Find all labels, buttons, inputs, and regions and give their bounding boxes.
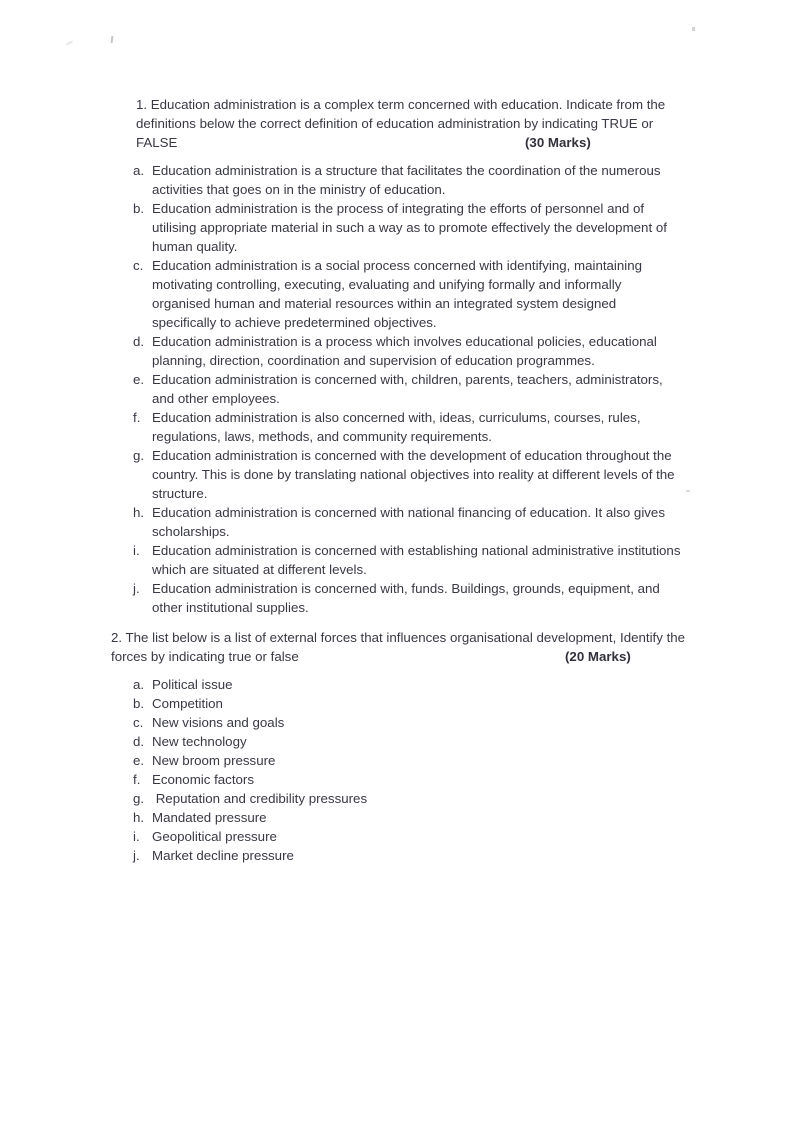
item-text: New broom pressure (152, 753, 276, 768)
item-text: Political issue (152, 677, 233, 692)
item-text: Education administration is concerned with establishing national administrative institutions which are situated at different levels. (152, 543, 685, 577)
item-letter: b. (133, 201, 145, 216)
item-text: Education administration is the process of integrating the efforts of personnel and of utilising appropriate material in such a way as to promote effectively the development of human quality. (152, 201, 671, 254)
item-text: Competition (152, 696, 223, 711)
list-item (133, 256, 683, 332)
item-text: Education administration is concerned with, funds. Buildings, grounds, equipment, and other institutional supplies. (152, 581, 664, 615)
item-letter: d. (133, 734, 145, 749)
item-letter: a. (133, 677, 145, 692)
item-text: Education administration is a structure that facilitates the coordination of the numerous activities that goes on in the ministry of education. (152, 163, 665, 197)
item-letter: c. (133, 715, 144, 730)
item-letter: j. (133, 581, 140, 596)
list-item (133, 713, 683, 732)
item-letter: g. (133, 448, 145, 463)
list-item (133, 808, 683, 827)
item-letter: i. (133, 543, 140, 558)
item-letter: h. (133, 505, 145, 520)
list-item (133, 732, 683, 751)
list-item (133, 789, 683, 808)
item-letter: e. (133, 372, 145, 387)
question-1-intro-text: 1. Education administration is a complex term concerned with education. Indicate from the definitions below the correct definition of education administration by indicating TRUE or FALSE (136, 97, 666, 150)
item-letter: h. (133, 810, 145, 825)
item-text: Reputation and credibility pressures (152, 791, 368, 806)
item-text: Geopolitical pressure (152, 829, 277, 844)
question-2-intro-text: 2. The list below is a list of external forces that influences organisational development, Identify the forces by indicating true or false (111, 630, 686, 664)
item-text: Economic factors (152, 772, 254, 787)
item-text: New visions and goals (152, 715, 285, 730)
question-1-marks: (30 Marks) (525, 135, 591, 150)
scan-speck (692, 27, 695, 31)
list-item (133, 694, 683, 713)
list-item (133, 579, 683, 617)
scan-speck (111, 36, 114, 43)
list-item (133, 751, 683, 770)
item-text: Education administration is also concerned with, ideas, curriculums, courses, rules, regulations, laws, methods, and community requirements. (152, 410, 645, 444)
question-1-list (133, 161, 683, 617)
item-letter: b. (133, 696, 145, 711)
item-letter: j. (133, 848, 140, 863)
item-text: Education administration is concerned with the development of education throughout the country. This is done by translating national objectives into reality at different levels of the structure. (152, 448, 679, 501)
item-letter: e. (133, 753, 145, 768)
list-item (133, 846, 683, 865)
list-item (133, 161, 683, 199)
item-text: Education administration is a process which involves educational policies, educational planning, direction, coordination and supervision of education programmes. (152, 334, 661, 368)
list-item (133, 199, 683, 256)
list-item (133, 503, 683, 541)
list-item (133, 332, 683, 370)
item-text: New technology (152, 734, 247, 749)
question-1 (0, 95, 794, 617)
item-text: Education administration is a social process concerned with identifying, maintaining motivating controlling, executing, evaluating and unifying formally and informally organised human and material resources within an integrated system designed specifically to achieve predetermined objectives. (152, 258, 646, 330)
list-item (133, 370, 683, 408)
list-item (133, 446, 683, 503)
scan-speck (66, 40, 73, 45)
item-text: Mandated pressure (152, 810, 267, 825)
question-2-intro (111, 628, 686, 666)
item-text: Market decline pressure (152, 848, 294, 863)
item-letter: a. (133, 163, 145, 178)
list-item (133, 541, 683, 579)
question-2-list (133, 675, 683, 865)
question-2 (0, 628, 794, 865)
list-item (133, 770, 683, 789)
item-letter: f. (133, 410, 141, 425)
item-letter: d. (133, 334, 145, 349)
item-letter: g. (133, 791, 145, 806)
question-2-marks: (20 Marks) (565, 649, 631, 664)
item-letter: f. (133, 772, 141, 787)
list-item (133, 408, 683, 446)
list-item (133, 827, 683, 846)
item-text: Education administration is concerned with national financing of education. It also gives scholarships. (152, 505, 669, 539)
item-text: Education administration is concerned with, children, parents, teachers, administrators, and other employees. (152, 372, 667, 406)
item-letter: c. (133, 258, 144, 273)
item-letter: i. (133, 829, 140, 844)
question-1-intro (136, 95, 688, 152)
list-item (133, 675, 683, 694)
